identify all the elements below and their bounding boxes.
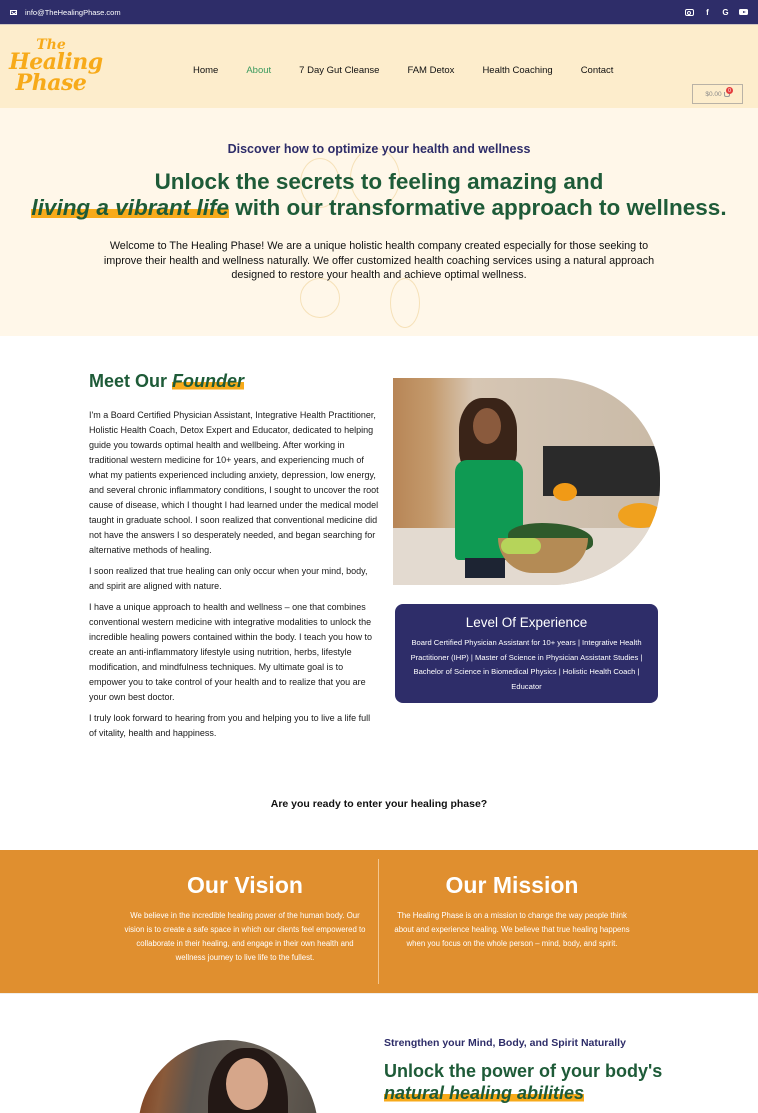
photo-oranges [553, 483, 577, 501]
founder-title-highlight: Founder [172, 371, 245, 391]
woman-photo [138, 1040, 318, 1113]
nav-health-coaching[interactable]: Health Coaching [482, 65, 553, 76]
mission-column [389, 872, 635, 951]
hero-title-part2: with our transformative approach to wellness. [228, 195, 727, 220]
bio-paragraph: I have a unique approach to health and wellness – one that combines conventional western medicine with integrative modalities to unlock the incredible healing powers contained within the body. I teach you how to create an anti-inflammatory lifestyle using nutrition, herbs, lifestyle modification, and mindfulness techniques. My ultimate goal is to empower you to take control of your health and to realize that you are your own best doctor. [89, 602, 373, 702]
founder-section [0, 336, 758, 776]
strengthen-kicker: Strengthen your Mind, Body, and Spirit Naturally [384, 1037, 626, 1049]
mission-text: The Healing Phase is on a mission to change the way people think about and experience healing. We believe that true healing happens when you focus on the whole person – mind, body, and spirit. [394, 911, 630, 948]
cart-button[interactable] [692, 84, 743, 104]
founder-title-prefix: Meet Our [89, 371, 173, 391]
hero-kicker: Discover how to optimize your health and wellness [227, 142, 531, 156]
founder-photo [393, 378, 660, 585]
hero-title-highlight: living a vibrant life [31, 195, 229, 220]
strengthen-title-highlight: natural healing abilities [384, 1083, 585, 1103]
strengthen-title-part1: Unlock the power of your body's [384, 1061, 663, 1081]
founder-title [89, 371, 244, 392]
strengthen-section [0, 993, 758, 1113]
logo[interactable] [9, 37, 103, 97]
youtube-icon[interactable] [739, 9, 748, 15]
photo-face [226, 1058, 268, 1110]
fruit-decoration-icon [300, 278, 340, 318]
founder-bio [89, 408, 379, 747]
vision-column [122, 872, 368, 965]
contact-email[interactable] [10, 8, 121, 17]
logo-line-1: The [36, 37, 66, 53]
instagram-icon[interactable] [685, 9, 694, 16]
nav-contact[interactable]: Contact [580, 65, 614, 76]
logo-line-2: Healing [9, 49, 103, 76]
hero-title-part1: Unlock the secrets to feeling amazing and [154, 169, 604, 194]
experience-text: Board Certified Physician Assistant for 10+ years | Integrative Health Practitioner (IHP) | Master of Science in Physician Assistant Studies | Bachelor of Science in Biomedical Physics | Holistic Health Coach | Educator [410, 638, 643, 691]
top-bar [0, 0, 758, 24]
main-nav [193, 65, 641, 76]
nav-gut-cleanse[interactable]: 7 Day Gut Cleanse [299, 65, 380, 76]
experience-card [395, 604, 658, 703]
nav-home[interactable]: Home [193, 65, 219, 76]
email-link[interactable]: info@TheHealingPhase.com [25, 7, 121, 17]
logo-line-3: Phase [15, 70, 87, 97]
cart-count-badge: 0 [726, 87, 733, 94]
strengthen-title [384, 1060, 662, 1104]
nav-fam-detox[interactable]: FAM Detox [407, 65, 455, 76]
bio-paragraph: I'm a Board Certified Physician Assistant, Integrative Health Practitioner, Holistic Health Coach, Detox Expert and Educator, dedicated to helping guide you towards optimal health and wellbeing. After working in traditional western medicine for 10+ years, and experiencing much of what my patients experienced including anxiety, depression, low energy, and several chronic inflammatory conditions, I sought to uncover the root cause of disease, which I thought I had learned under the medical model taught in graduate school. I soon realized that conventional medicine did not have the answers I so desperately needed, and began searching for alternative methods of healing. [89, 410, 379, 555]
hero-intro: Welcome to The Healing Phase! We are a unique holistic health company created especially for those seeking to improve their health and wellness naturally. We offer customized health coaching services using a natural approach designed to restore your health and achieve optimal wellness. [103, 240, 655, 281]
mail-icon [10, 10, 17, 15]
photo-face [473, 408, 501, 444]
social-links [685, 8, 748, 17]
mission-title: Our Mission [445, 872, 579, 898]
photo-fruit-bowl [618, 503, 660, 528]
experience-title: Level Of Experience [465, 615, 588, 630]
hero-section [0, 108, 758, 336]
google-icon[interactable]: G [722, 7, 729, 17]
nav-about[interactable]: About [246, 65, 272, 76]
site-header [0, 24, 758, 108]
vision-text: We believe in the incredible healing power of the human body. Our vision is to create a safe space in which our clients feel empowered to collaborate in their healing, and engage in their own health and wellness journey to live life to the fullest. [124, 911, 366, 962]
vision-title: Our Vision [187, 872, 303, 898]
fruit-decoration-icon [390, 278, 420, 328]
column-divider [378, 859, 379, 984]
hero-title [0, 169, 758, 221]
facebook-icon[interactable]: f [706, 7, 709, 17]
photo-pants [465, 558, 505, 578]
cart-total: $0.00 [705, 90, 722, 98]
bio-paragraph: I soon realized that true healing can only occur when your mind, body, and spirit are aligned with nature. [89, 566, 368, 591]
photo-apples [501, 538, 541, 554]
vision-mission-band [0, 850, 758, 993]
cta-question: Are you ready to enter your healing phase? [270, 798, 488, 810]
bio-paragraph: I truly look forward to hearing from you and helping you to live a life full of vitality, health and happiness. [89, 713, 371, 738]
